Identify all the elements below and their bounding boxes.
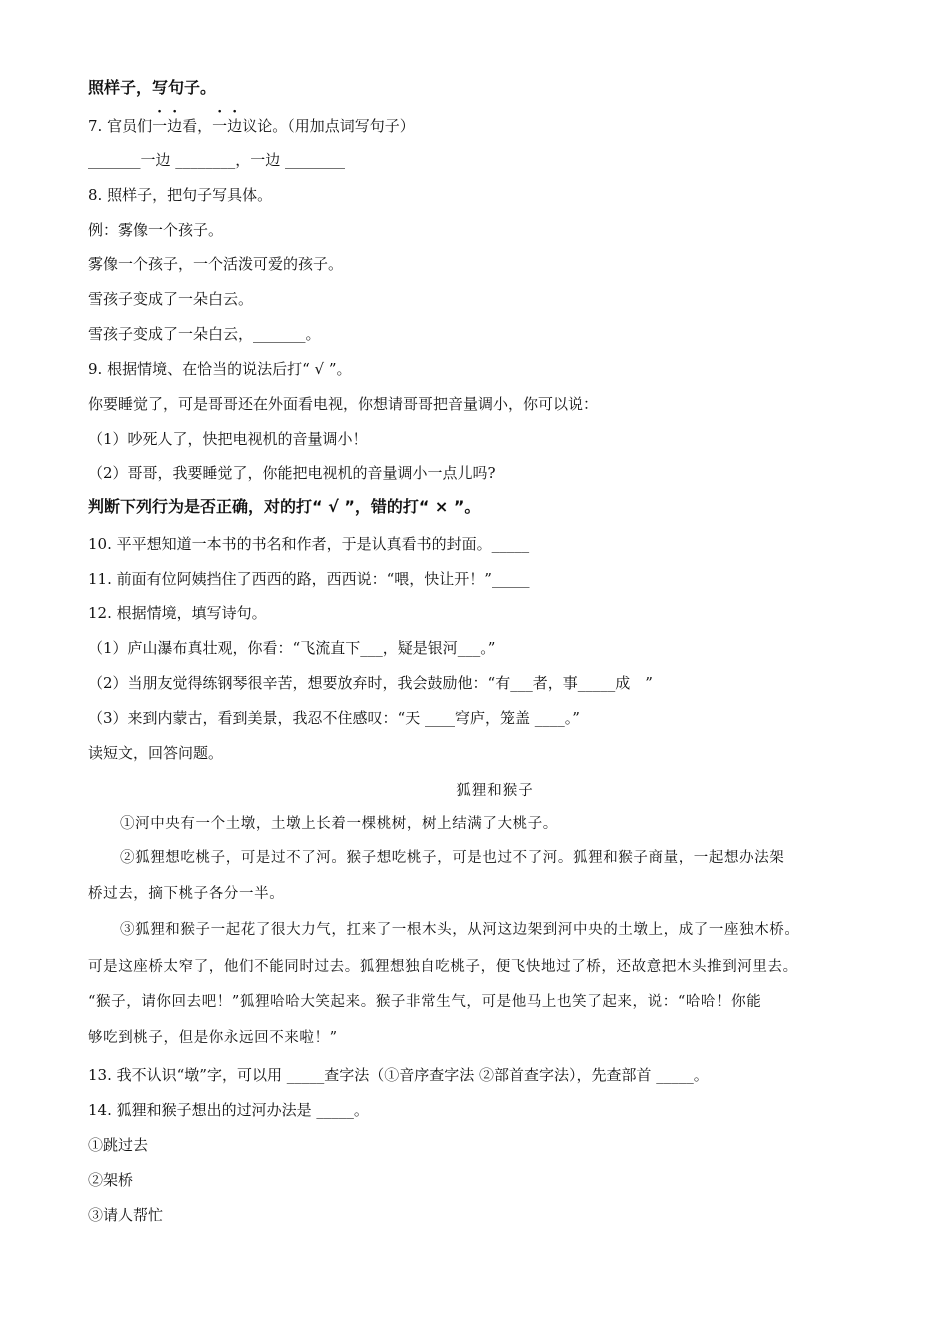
question-8-sentence: 雪孩子变成了一朵白云。	[88, 290, 254, 308]
question-7-text-b: 看，	[182, 117, 213, 135]
question-7	[88, 116, 415, 136]
story-title: 狐狸和猴子	[456, 783, 534, 799]
story-paragraph-2-line-2: 桥过去，摘下桃子各分一半。	[88, 886, 285, 902]
question-8-answer-line: 雪孩子变成了一朵白云，_______。	[88, 325, 321, 343]
story-paragraph-2-line-1: ②狐狸想吃桃子，可是过不了河。猴子想吃桃子，可是也过不了河。狐狸和猴子商量，一起想办法架	[120, 850, 785, 866]
dotted-char-2: 边	[167, 117, 183, 135]
question-7-text-c: 议论。（用加点词写句子）	[242, 117, 415, 135]
question-14-option-1: ①跳过去	[88, 1136, 149, 1154]
question-7-answer-line: _______一边 ________，一边 ________	[88, 151, 346, 169]
story-paragraph-1: ①河中央有一个土墩，土墩上长着一棵桃树，树上结满了大桃子。	[120, 816, 558, 832]
question-12-part-1: （1）庐山瀑布真壮观，你看：“飞流直下___，疑是银河___。”	[88, 639, 496, 657]
question-12-part-2: （2）当朋友觉得练钢琴很辛苦，想要放弃时，我会鼓励他：“有___者，事_____成 ”	[88, 674, 653, 692]
dotted-char-1: 一	[152, 117, 168, 135]
question-9: 9. 根据情境、在恰当的说法后打“ √ ”。	[88, 360, 352, 378]
question-7-number: 7.	[88, 117, 103, 135]
reading-instruction: 读短文，回答问题。	[88, 744, 224, 762]
dotted-char-3: 一	[212, 117, 228, 135]
question-8-example-answer: 雾像一个孩子，一个活泼可爱的孩子。	[88, 255, 344, 273]
section-heading-judge: 判断下列行为是否正确，对的打“ √ ”，错的打“ × ”。	[88, 497, 481, 516]
question-9-context: 你要睡觉了，可是哥哥还在外面看电视，你想请哥哥把音量调小，你可以说：	[88, 395, 599, 413]
question-14: 14. 狐狸和猴子想出的过河办法是 _____。	[88, 1101, 369, 1119]
section-heading-rewrite: 照样子，写句子。	[88, 78, 217, 97]
question-9-option-2: （2）哥哥，我要睡觉了，你能把电视机的音量调小一点儿吗?	[88, 464, 496, 482]
question-8-example: 例：雾像一个孩子。	[88, 221, 224, 239]
question-13: 13. 我不认识“墩”字，可以用 _____查字法（①音序查字法 ②部首查字法），先查部首 _____。	[88, 1066, 709, 1084]
question-11: 11. 前面有位阿姨挡住了西西的路，西西说：“喂，快让开！”_____	[88, 570, 530, 588]
story-paragraph-3-line-1: ③狐狸和猴子一起花了很大力气，扛来了一根木头，从河这边架到河中央的土墩上，成了一座独木桥。	[120, 922, 800, 938]
story-paragraph-3-line-4: 够吃到桃子，但是你永远回不来啦！”	[88, 1030, 338, 1046]
question-12-part-3: （3）来到内蒙古，看到美景，我忍不住感叹：“天 ____穹庐，笼盖 ____。”	[88, 709, 580, 727]
question-10: 10. 平平想知道一本书的书名和作者，于是认真看书的封面。_____	[88, 535, 530, 553]
question-7-text-a: 官员们	[107, 117, 153, 135]
question-8: 8. 照样子，把句子写具体。	[88, 186, 273, 204]
question-14-option-3: ③请人帮忙	[88, 1206, 164, 1224]
question-12: 12. 根据情境，填写诗句。	[88, 604, 267, 622]
story-paragraph-3-line-3: “猴子，请你回去吧！”狐狸哈哈大笑起来。猴子非常生气，可是他马上也笑了起来，说：“哈哈！你能	[88, 994, 762, 1010]
dotted-char-4: 边	[227, 117, 243, 135]
story-paragraph-3-line-2: 可是这座桥太窄了，他们不能同时过去。狐狸想独自吃桃子，便飞快地过了桥，还故意把木头推到河里去。	[88, 959, 798, 975]
question-9-option-1: （1）吵死人了，快把电视机的音量调小！	[88, 430, 368, 448]
question-14-option-2: ②架桥	[88, 1171, 134, 1189]
